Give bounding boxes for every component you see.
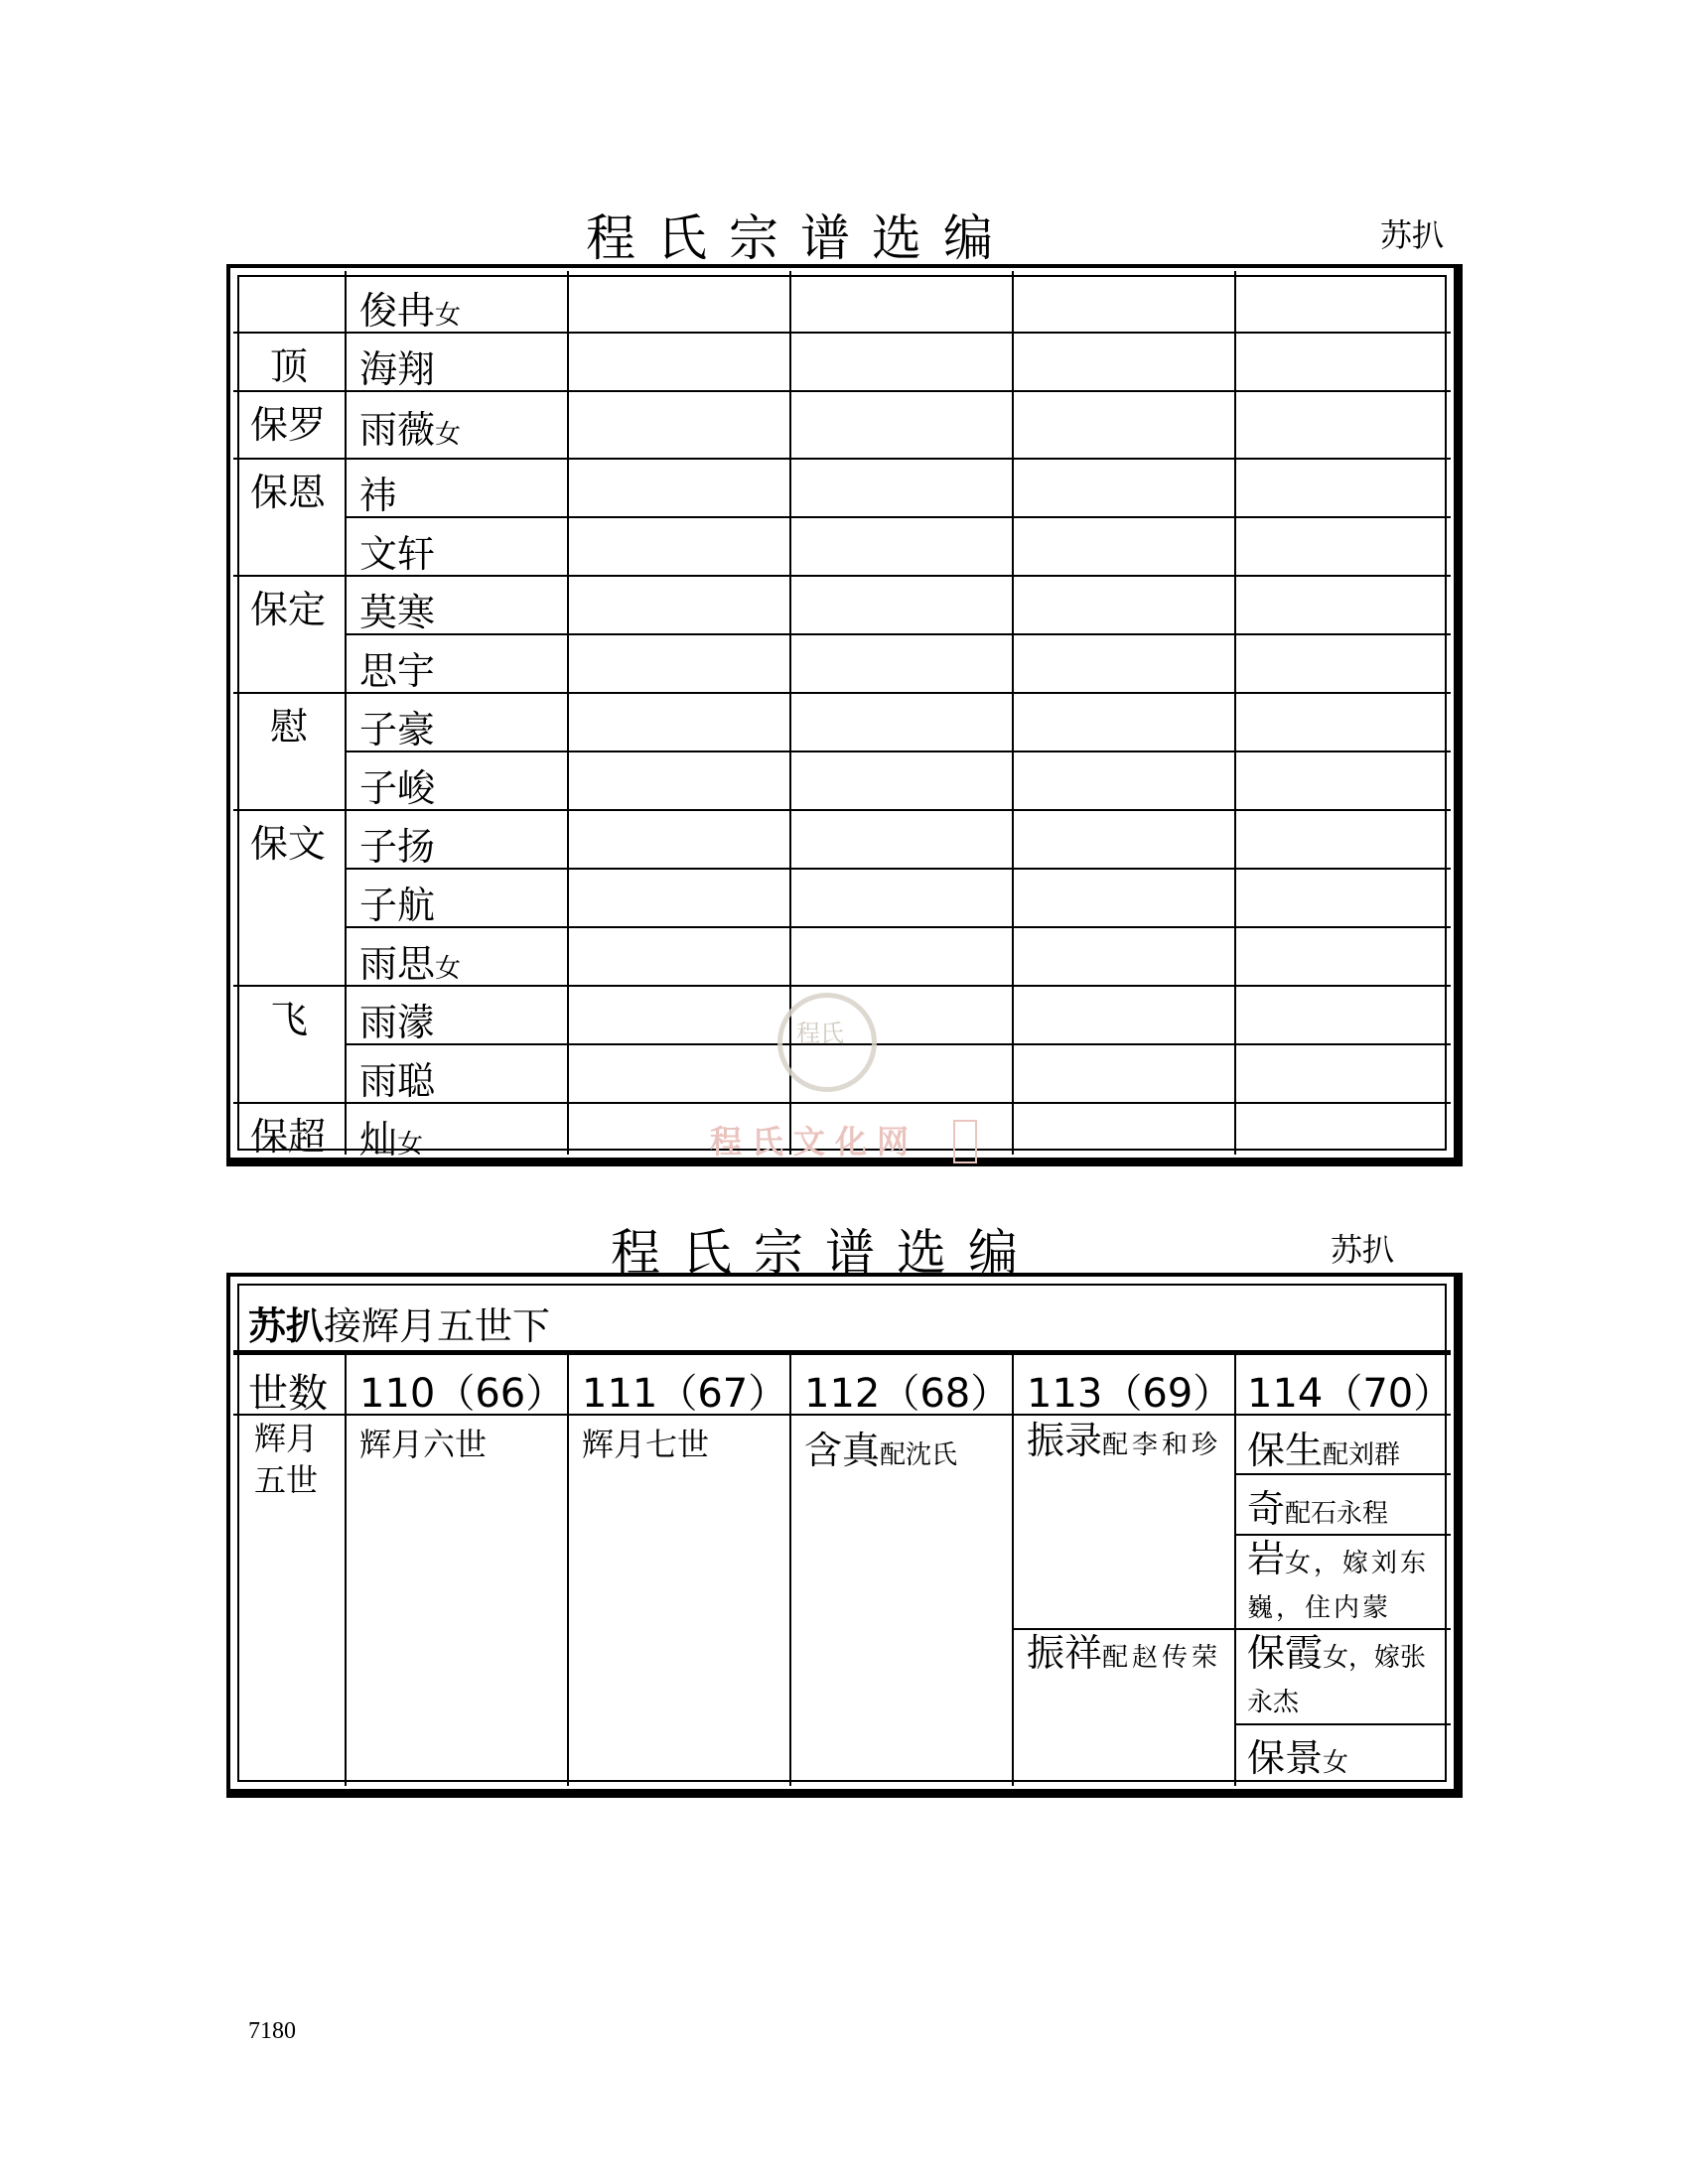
parent-name-3: 保恩: [250, 471, 327, 514]
parent-name-7: 慰: [270, 705, 309, 749]
col4-entry-1: 振录配李和珍: [1027, 1419, 1222, 1462]
col0-entry: 辉月五世: [254, 1420, 319, 1499]
gen-number: 113（69）: [1027, 1371, 1233, 1417]
child-entry: 子豪: [359, 708, 436, 751]
child-entry: 子峻: [359, 766, 436, 810]
col5-entry-5: 保景女: [1247, 1736, 1349, 1780]
col4-entry-2: 振祥配赵传荣: [1027, 1631, 1222, 1675]
parent-name-14: 保超: [250, 1115, 327, 1159]
child-entry: 文轩: [359, 532, 436, 576]
page-number: 7180: [248, 2018, 296, 2044]
page-title-bottom: 程氏宗谱选编: [611, 1224, 1040, 1282]
child-entry: 雨薇女: [359, 408, 462, 452]
child-entry: 思宇: [359, 649, 436, 693]
child-entry: 灿女: [359, 1118, 424, 1161]
col5-entry-3: 岩女，嫁刘东巍，住内蒙: [1247, 1537, 1430, 1623]
child-entry: 雨濛: [359, 1001, 436, 1044]
child-entry: 雨思女: [359, 942, 462, 986]
gen-label: 世数: [248, 1371, 328, 1417]
col1-entry: 辉月六世: [359, 1426, 488, 1463]
watermark-stamp-icon: [953, 1120, 977, 1163]
parent-name-2: 保罗: [250, 403, 327, 447]
parent-name-5: 保定: [250, 588, 327, 631]
gen-number: 110（66）: [359, 1371, 566, 1417]
parent-name-1: 顶: [270, 344, 309, 388]
parent-name-12: 飞: [270, 998, 309, 1041]
col2-entry: 辉月七世: [582, 1426, 710, 1463]
child-entry: 海翔: [359, 347, 436, 391]
page-title-top: 程氏宗谱选编: [586, 209, 1015, 267]
col5-entry-1: 保生配刘群: [1247, 1429, 1401, 1472]
gen-number: 112（68）: [804, 1371, 1011, 1417]
gen-number: 111（67）: [582, 1371, 788, 1417]
watermark-site-name: 程氏文化网: [710, 1123, 919, 1160]
child-entry: 子扬: [359, 825, 436, 869]
col5-entry-2: 奇配石永程: [1247, 1487, 1389, 1531]
parent-name-9: 保文: [250, 822, 327, 866]
table2-header: 苏扒接辉月五世下: [248, 1304, 551, 1348]
child-entry: 俊冉女: [359, 289, 462, 333]
gen-number: 114（70）: [1247, 1371, 1454, 1417]
watermark-seal: 程氏: [777, 993, 877, 1092]
child-entry: 祎: [359, 474, 398, 517]
child-entry: 子航: [359, 884, 436, 927]
col5-entry-4: 保霞女，嫁张永杰: [1247, 1631, 1427, 1717]
col3-entry: 含真配沈氏: [804, 1429, 958, 1472]
branch-label-bottom: 苏扒: [1331, 1231, 1395, 1269]
child-entry: 雨聪: [359, 1059, 436, 1103]
branch-label-top: 苏扒: [1380, 216, 1445, 254]
child-entry: 莫寒: [359, 591, 436, 634]
